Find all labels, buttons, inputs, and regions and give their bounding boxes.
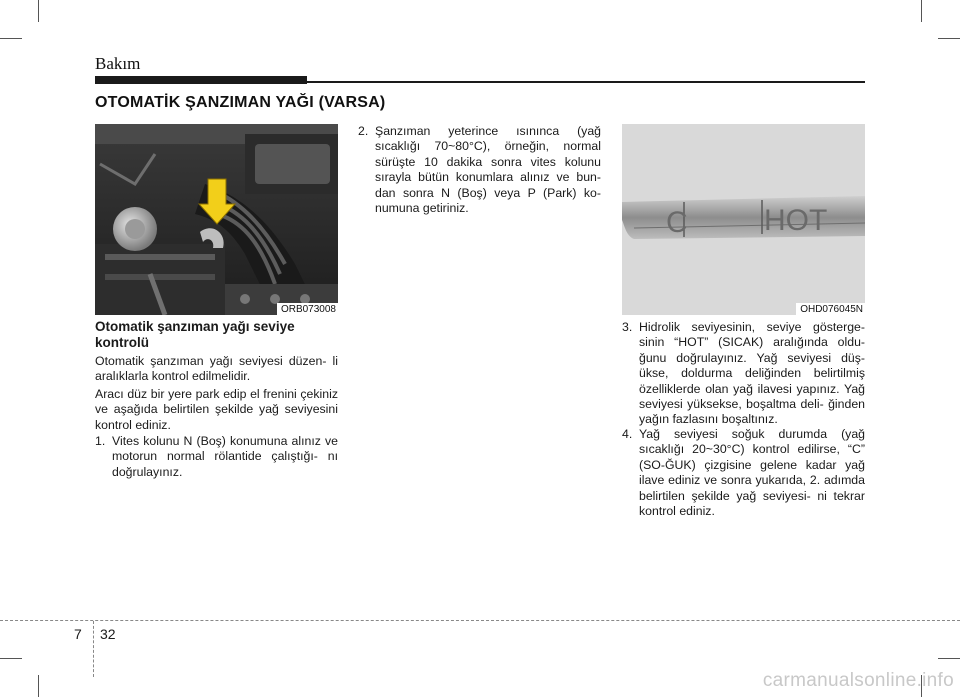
figure-code: ORB073008 bbox=[277, 303, 338, 315]
crop-mark bbox=[0, 658, 22, 659]
step-text: Vites kolunu N (Boş) konumuna alınız ve motorun normal rölantide çalıştığı- nı doğrulayınız. bbox=[112, 434, 338, 479]
step-item bbox=[358, 124, 601, 216]
section-subheading: Otomatik şanzıman yağı seviye kontrolü bbox=[95, 319, 295, 350]
footer-rule bbox=[0, 620, 960, 621]
crop-mark bbox=[938, 658, 960, 659]
engine-bay-figure bbox=[95, 124, 338, 315]
dipstick-illustration bbox=[622, 124, 865, 315]
footer-divider bbox=[93, 621, 94, 677]
dipstick-figure bbox=[622, 124, 865, 315]
step-text: Hidrolik seviyesinin, seviye gösterge- sinin “HOT” (SICAK) aralığında oldu- ğunu doğrulayınız. Yağ seviyesi düş- ükse, doldurma deliğinden belirtilmiş özelliklerde olan yağ ilavesi yapınız. Yağ seviyesi yüksekse, boşaltma deli- ğinden yağın fazlasını boşaltınız. bbox=[639, 320, 865, 427]
step-number: 1. bbox=[95, 434, 106, 448]
section-label: Bakım bbox=[95, 54, 141, 73]
dipstick-mark-hot: HOT bbox=[764, 204, 828, 237]
step-text: Şanzıman yeterince ısınınca (yağ sıcaklığı 70~80°C), örneğin, normal sürüşte 10 dakika sonra vites kolunu sırayla bütün konumlara alınız ve bun- dan sonra N (Boş) veya P (Park) ko- numuna getiriniz. bbox=[375, 124, 601, 216]
crop-mark bbox=[0, 38, 22, 39]
step-number: 2. bbox=[358, 124, 369, 138]
dipstick-mark-c: C bbox=[666, 206, 688, 239]
paragraph: Otomatik şanzıman yağı seviyesi düzen- li aralıklarla kontrol edilmelidir. bbox=[95, 354, 338, 384]
step-number: 3. bbox=[622, 320, 633, 334]
crop-mark bbox=[921, 0, 922, 22]
engine-bay-illustration bbox=[95, 124, 338, 315]
step-item bbox=[622, 320, 865, 428]
crop-mark bbox=[38, 0, 39, 22]
step-number: 4. bbox=[622, 427, 633, 441]
crop-mark bbox=[938, 38, 960, 39]
page-number: 32 bbox=[100, 626, 116, 642]
crop-mark bbox=[38, 675, 39, 697]
step-item bbox=[95, 434, 338, 480]
header-bar bbox=[95, 76, 307, 84]
step-text: Yağ seviyesi soğuk durumda (yağ sıcaklığı 20~30°C) kontrol edilirse, “C” (SO-ĞUK) çizgisine gelene kadar yağ ilave ediniz ve sonra yukarıda, 2. adımda belirtilen şekilde yağ seviyesi- ni tekrar kontrol ediniz. bbox=[639, 427, 865, 519]
page-title: OTOMATİK ŞANZIMAN YAĞI (VARSA) bbox=[95, 94, 386, 111]
chapter-number: 7 bbox=[74, 626, 82, 642]
header-rule bbox=[307, 81, 865, 83]
watermark: carmanualsonline.info bbox=[762, 670, 954, 691]
figure-code: OHD076045N bbox=[796, 303, 865, 315]
paragraph: Aracı düz bir yere park edip el frenini çekiniz ve aşağıda belirtilen şekilde yağ seviyesini kontrol ediniz. bbox=[95, 387, 338, 432]
step-item bbox=[622, 427, 865, 519]
